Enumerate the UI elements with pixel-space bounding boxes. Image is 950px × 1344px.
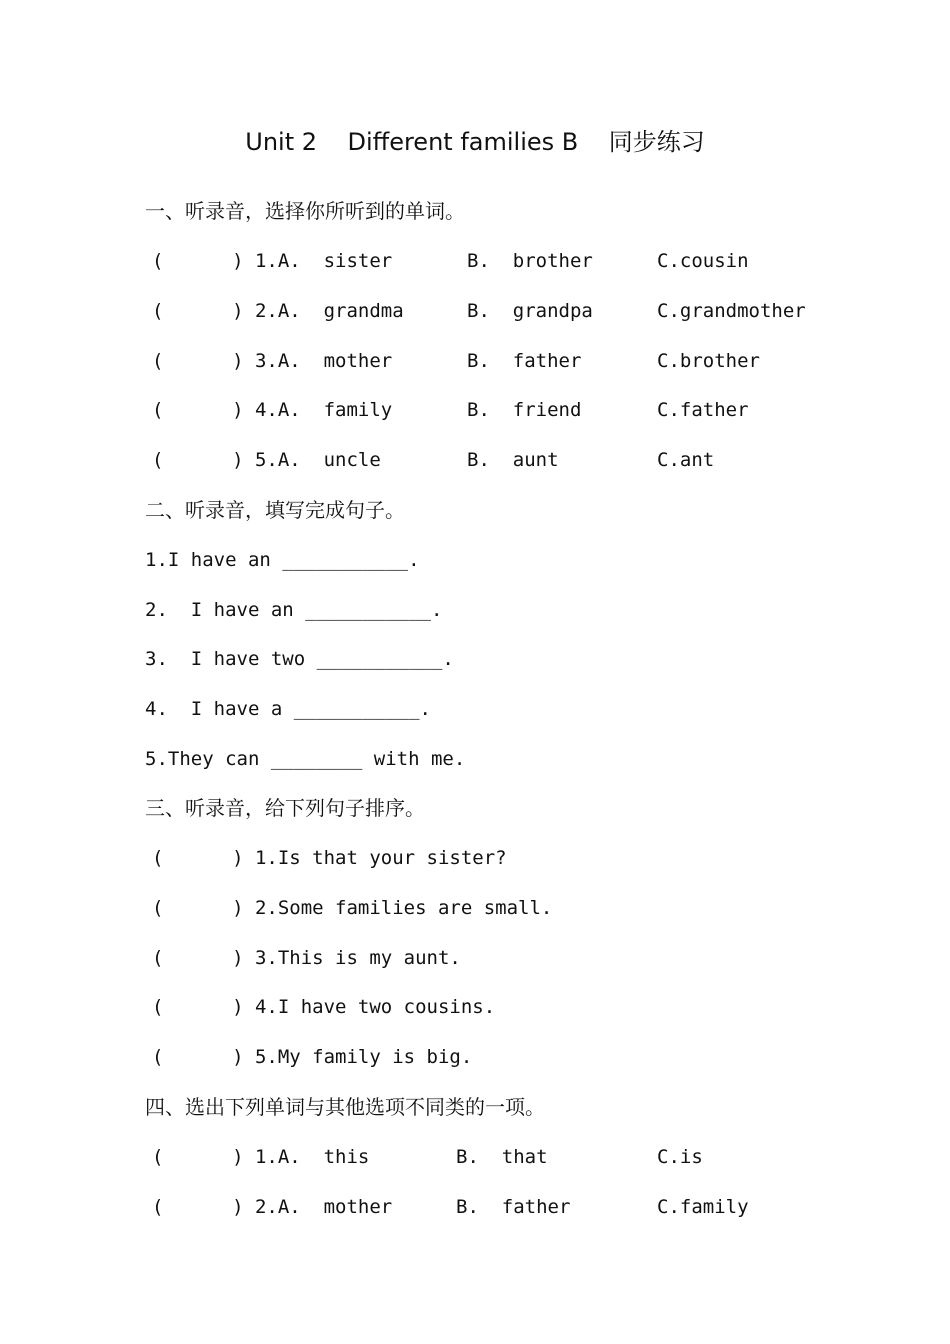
section-1-question-1-option-c: C.cousin: [657, 250, 749, 272]
section-1-question-3: ( ) 3.A. mother: [152, 350, 393, 372]
section-2-sentence-1: 1.I have an ___________.: [145, 549, 420, 571]
section-4-question-1-option-b: B. that: [456, 1146, 548, 1168]
section-4-question-1: ( ) 1.A. this: [152, 1146, 370, 1168]
section-4-question-2-option-c: C.family: [657, 1196, 749, 1218]
section-1-question-2-option-b: B. grandpa: [467, 300, 593, 322]
section-2-heading: 二、听录音，填写完成句子。: [145, 498, 405, 522]
section-1-question-2: ( ) 2.A. grandma: [152, 300, 404, 322]
section-4-question-2: ( ) 2.A. mother: [152, 1196, 393, 1218]
section-2-sentence-3: 3. I have two ___________.: [145, 648, 454, 670]
section-3-sentence-4: ( ) 4.I have two cousins.: [152, 996, 496, 1018]
section-1-question-3-option-b: B. father: [467, 350, 582, 372]
section-3-sentence-2: ( ) 2.Some families are small.: [152, 897, 553, 919]
section-1-heading: 一、听录音，选择你所听到的单词。: [145, 199, 465, 223]
section-3-sentence-1: ( ) 1.Is that your sister?: [152, 847, 507, 869]
section-2-sentence-4: 4. I have a ___________.: [145, 698, 431, 720]
section-1-question-3-option-c: C.brother: [657, 350, 760, 372]
section-4-heading: 四、选出下列单词与其他选项不同类的一项。: [145, 1095, 545, 1119]
section-4-question-1-option-c: C.is: [657, 1146, 703, 1168]
section-3-sentence-3: ( ) 3.This is my aunt.: [152, 947, 461, 969]
section-1-question-4-option-b: B. friend: [467, 399, 582, 421]
section-4-question-2-option-b: B. father: [456, 1196, 571, 1218]
section-3-heading: 三、听录音，给下列句子排序。: [145, 796, 425, 820]
section-1-question-5: ( ) 5.A. uncle: [152, 449, 381, 471]
section-1-question-4: ( ) 4.A. family: [152, 399, 393, 421]
section-1-question-5-option-c: C.ant: [657, 449, 715, 471]
section-2-sentence-5: 5.They can ________ with me.: [145, 748, 466, 770]
section-1-question-5-option-b: B. aunt: [467, 449, 559, 471]
section-3-sentence-5: ( ) 5.My family is big.: [152, 1046, 473, 1068]
section-1-question-4-option-c: C.father: [657, 399, 749, 421]
section-2-sentence-2: 2. I have an ___________.: [145, 599, 443, 621]
worksheet-title: Unit 2 Different families B 同步练习: [245, 128, 705, 156]
section-1-question-2-option-c: C.grandmother: [657, 300, 806, 322]
section-1-question-1: ( ) 1.A. sister: [152, 250, 393, 272]
section-1-question-1-option-b: B. brother: [467, 250, 593, 272]
